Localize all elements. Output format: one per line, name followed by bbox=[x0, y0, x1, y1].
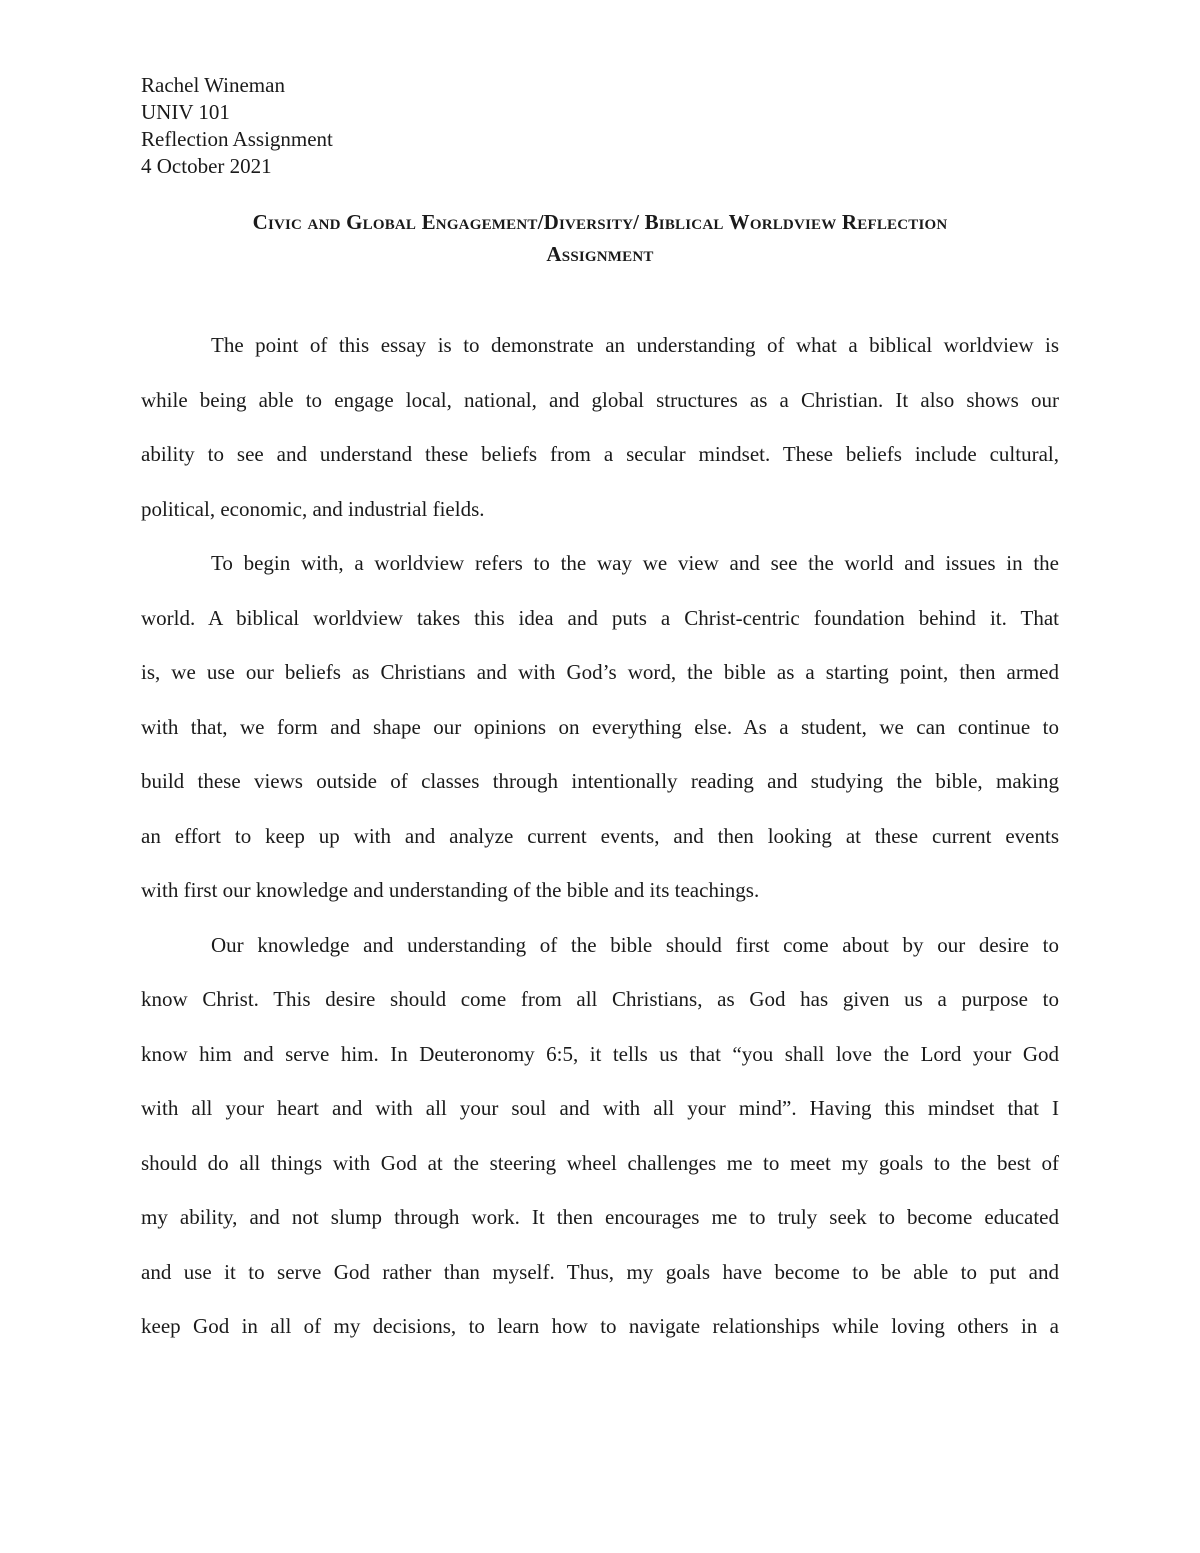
text-line: with first our knowledge and understanding of the bible and its teachings. bbox=[141, 878, 760, 902]
text-line: The point of this essay is to demonstrate an understanding of what a biblical worldview is bbox=[211, 333, 1059, 357]
document-title bbox=[141, 206, 1059, 270]
assignment-name: Reflection Assignment bbox=[141, 127, 333, 151]
text-line: an effort to keep up with and analyze current events, and then looking at these current events bbox=[141, 823, 1059, 848]
text-line: with that, we form and shape our opinions on everything else. As a student, we can continue to bbox=[141, 714, 1059, 739]
essay-body bbox=[141, 318, 1059, 1354]
course-code: UNIV 101 bbox=[141, 100, 230, 124]
text-line: ability to see and understand these beliefs from a secular mindset. These beliefs include cultural, bbox=[141, 442, 1059, 466]
text-line: my ability, and not slump through work. It then encourages me to truly seek to become educated bbox=[141, 1205, 1059, 1229]
text-line: and use it to serve God rather than myself. Thus, my goals have become to be able to put and bbox=[141, 1259, 1059, 1284]
title-line-2: Assignment bbox=[546, 242, 654, 266]
text-line: with all your heart and with all your soul and with all your mind”. Having this mindset that I bbox=[141, 1096, 1059, 1120]
text-line: political, economic, and industrial fields. bbox=[141, 496, 485, 521]
paragraph-2 bbox=[141, 536, 1059, 918]
text-line: To begin with, a worldview refers to the way we view and see the world and issues in the bbox=[211, 551, 1059, 575]
author-name: Rachel Wineman bbox=[141, 73, 285, 97]
text-line: know Christ. This desire should come from all Christians, as God has given us a purpose to bbox=[141, 987, 1059, 1011]
text-line: keep God in all of my decisions, to learn how to navigate relationships while loving others in a bbox=[141, 1314, 1059, 1338]
title-line-1: Civic and Global Engagement/Diversity/ Biblical Worldview Reflection bbox=[252, 210, 948, 234]
text-line: should do all things with God at the steering wheel challenges me to meet my goals to the best of bbox=[141, 1150, 1059, 1175]
text-line: build these views outside of classes through intentionally reading and studying the bible, making bbox=[141, 769, 1059, 793]
text-line: know him and serve him. In Deuteronomy 6:5, it tells us that “you shall love the Lord your God bbox=[141, 1041, 1059, 1066]
document-header bbox=[141, 72, 333, 180]
text-line: while being able to engage local, national, and global structures as a Christian. It also shows our bbox=[141, 387, 1059, 412]
document-date: 4 October 2021 bbox=[141, 154, 272, 178]
paragraph-3 bbox=[141, 918, 1059, 1354]
text-line: Our knowledge and understanding of the bible should first come about by our desire to bbox=[211, 932, 1059, 957]
paragraph-1 bbox=[141, 318, 1059, 536]
text-line: is, we use our beliefs as Christians and with God’s word, the bible as a starting point, then armed bbox=[141, 660, 1059, 684]
text-line: world. A biblical worldview takes this idea and puts a Christ-centric foundation behind it. That bbox=[141, 605, 1059, 630]
